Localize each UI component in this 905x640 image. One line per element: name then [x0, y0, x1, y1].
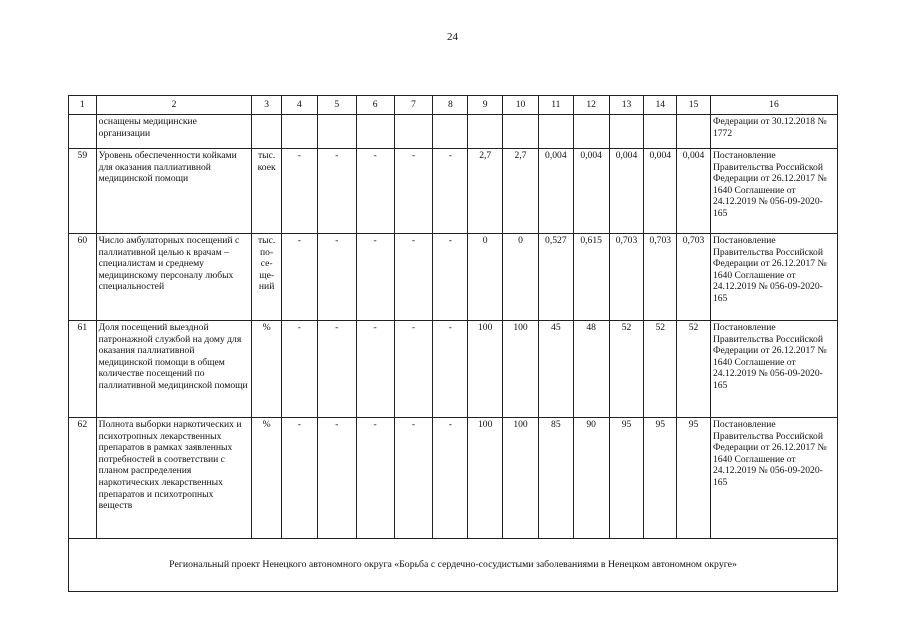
table-row-continuation [69, 115, 838, 149]
value-cell: 0,703 [677, 234, 711, 321]
table-row [69, 234, 838, 321]
value-cell: 100 [468, 321, 503, 418]
value-cell: 100 [503, 418, 539, 539]
value-cell: 90 [573, 418, 609, 539]
value-cell: - [433, 149, 468, 234]
unit-cell: % [252, 321, 282, 418]
unit-cell: % [252, 418, 282, 539]
value-cell: 95 [644, 418, 677, 539]
empty-cell [433, 115, 468, 149]
basis-cell: Постановление Правительства Российской Федерации от 26.12.2017 № 1640 Соглашение от 24.12.2019 № 056-09-2020-165 [710, 418, 837, 539]
value-cell: - [394, 234, 433, 321]
indicators-table [68, 95, 838, 592]
empty-cell [503, 115, 539, 149]
value-cell: - [433, 418, 468, 539]
row-number: 60 [69, 234, 97, 321]
value-cell: 2,7 [503, 149, 539, 234]
value-cell: - [281, 149, 317, 234]
value-cell: 45 [538, 321, 573, 418]
value-cell: - [317, 234, 356, 321]
value-cell: - [317, 418, 356, 539]
unit-cell: тыс. коек [252, 149, 282, 234]
header-cell: 13 [609, 96, 644, 115]
header-cell: 12 [573, 96, 609, 115]
header-cell: 8 [433, 96, 468, 115]
header-cell: 16 [710, 96, 837, 115]
indicator-name-cell: Полнота выборки наркотических и психотропных лекарственных препаратов в рамках заявленных потребностей в соответствии с планом распределения наркотических лекарственных препаратов и психотропных веществ [96, 418, 252, 539]
table-row [69, 418, 838, 539]
page-number: 24 [447, 31, 458, 43]
header-cell: 14 [644, 96, 677, 115]
regional-project-title: Региональный проект Ненецкого автономного округа «Борьба с сердечно-сосудистыми заболеваниями в Ненецком автономном округе» [69, 539, 838, 592]
row-number: 59 [69, 149, 97, 234]
empty-cell [644, 115, 677, 149]
num-cell [69, 115, 97, 149]
header-cell: 9 [468, 96, 503, 115]
value-cell: 0,004 [609, 149, 644, 234]
empty-cell [317, 115, 356, 149]
value-cell: 52 [609, 321, 644, 418]
value-cell: 0,004 [573, 149, 609, 234]
value-cell: - [356, 149, 394, 234]
basis-cell: Федерации от 30.12.2018 № 1772 [710, 115, 837, 149]
row-number: 61 [69, 321, 97, 418]
value-cell: 52 [644, 321, 677, 418]
header-cell: 10 [503, 96, 539, 115]
table-row [69, 321, 838, 418]
value-cell: - [433, 234, 468, 321]
value-cell: - [356, 418, 394, 539]
header-cell: 15 [677, 96, 711, 115]
indicator-name-cell: Число амбулаторных посещений с паллиативной целью к врачам – специалистам и среднему медицинскому персоналу любых специальностей [96, 234, 252, 321]
value-cell: - [356, 321, 394, 418]
basis-cell: Постановление Правительства Российской Федерации от 26.12.2017 № 1640 Соглашение от 24.12.2019 № 056-09-2020-165 [710, 149, 837, 234]
value-cell: 0,004 [644, 149, 677, 234]
empty-cell [356, 115, 394, 149]
empty-cell [468, 115, 503, 149]
value-cell: 0,527 [538, 234, 573, 321]
value-cell: 0,703 [644, 234, 677, 321]
basis-cell: Постановление Правительства Российской Федерации от 26.12.2017 № 1640 Соглашение от 24.12.2019 № 056-09-2020-165 [710, 321, 837, 418]
value-cell: 48 [573, 321, 609, 418]
empty-cell [609, 115, 644, 149]
value-cell: 52 [677, 321, 711, 418]
indicator-name-cell: оснащены медицинские организации [96, 115, 252, 149]
value-cell: 0 [503, 234, 539, 321]
value-cell: 0 [468, 234, 503, 321]
value-cell: - [317, 321, 356, 418]
indicator-name-cell: Доля посещений выездной патронажной службой на дому для оказания паллиативной медицинской помощи в общем количестве посещений по паллиативной медицинской помощи [96, 321, 252, 418]
value-cell: 100 [468, 418, 503, 539]
header-row [69, 96, 838, 115]
empty-cell [573, 115, 609, 149]
header-cell: 5 [317, 96, 356, 115]
header-cell: 2 [96, 96, 252, 115]
value-cell: - [433, 321, 468, 418]
value-cell: 0,004 [538, 149, 573, 234]
value-cell: 85 [538, 418, 573, 539]
value-cell: 95 [609, 418, 644, 539]
row-number: 62 [69, 418, 97, 539]
value-cell: - [394, 321, 433, 418]
value-cell: - [281, 321, 317, 418]
header-cell: 6 [356, 96, 394, 115]
indicator-name-cell: Уровень обеспеченности койками для оказания паллиативной медицинской помощи [96, 149, 252, 234]
empty-cell [394, 115, 433, 149]
empty-cell [538, 115, 573, 149]
empty-cell [677, 115, 711, 149]
header-cell: 4 [281, 96, 317, 115]
section-title-row [69, 539, 838, 592]
value-cell: - [394, 418, 433, 539]
value-cell: 95 [677, 418, 711, 539]
value-cell: - [394, 149, 433, 234]
empty-cell [252, 115, 282, 149]
table-row [69, 149, 838, 234]
value-cell: 0,703 [609, 234, 644, 321]
basis-cell: Постановление Правительства Российской Федерации от 26.12.2017 № 1640 Соглашение от 24.12.2019 № 056-09-2020-165 [710, 234, 837, 321]
value-cell: 0,004 [677, 149, 711, 234]
value-cell: - [281, 234, 317, 321]
value-cell: 100 [503, 321, 539, 418]
unit-cell: тыс. по-се-ще-ний [252, 234, 282, 321]
empty-cell [281, 115, 317, 149]
header-cell: 1 [69, 96, 97, 115]
header-cell: 7 [394, 96, 433, 115]
value-cell: - [281, 418, 317, 539]
header-cell: 11 [538, 96, 573, 115]
value-cell: 2,7 [468, 149, 503, 234]
value-cell: 0,615 [573, 234, 609, 321]
value-cell: - [356, 234, 394, 321]
value-cell: - [317, 149, 356, 234]
header-cell: 3 [252, 96, 282, 115]
